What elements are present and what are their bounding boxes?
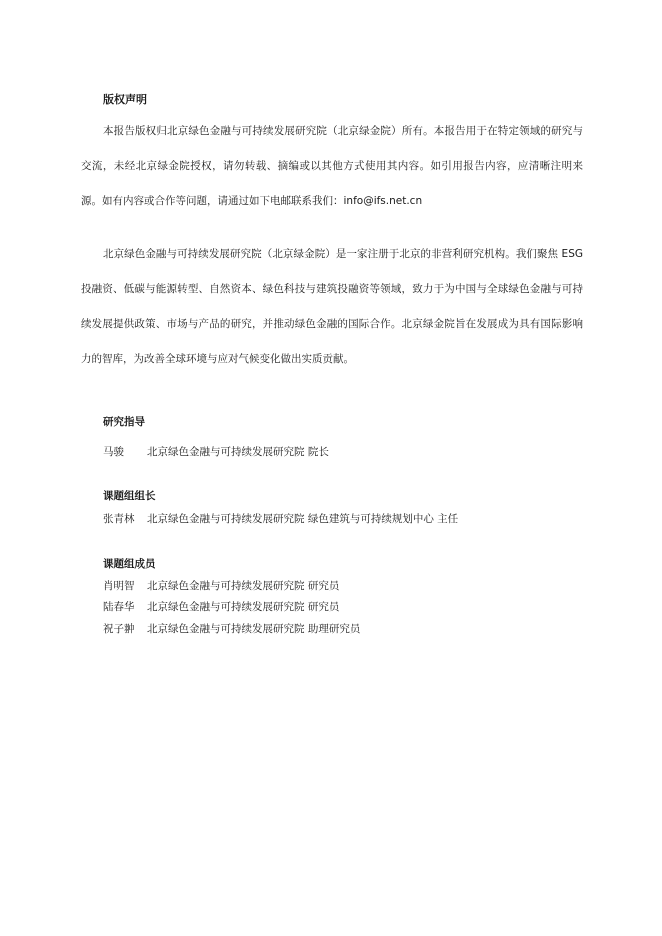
- copyright-heading: 版权声明: [103, 93, 147, 106]
- member-name: 肖明智: [103, 580, 135, 592]
- member-entry: [103, 444, 329, 459]
- team-section-title: 课题组成员: [103, 558, 156, 570]
- member-name: 张青林: [103, 513, 135, 525]
- leader-section-title: 课题组组长: [103, 490, 156, 502]
- member-entry: [103, 621, 360, 636]
- member-role: 北京绿色金融与可持续发展研究院 研究员: [147, 601, 340, 613]
- member-role: 北京绿色金融与可持续发展研究院 绿色建筑与可持续规划中心 主任: [147, 513, 459, 525]
- guidance-section-title: 研究指导: [103, 416, 145, 428]
- member-role: 北京绿色金融与可持续发展研究院 助理研究员: [147, 623, 361, 635]
- copyright-paragraph: 本报告版权归北京绿色金融与可持续发展研究院（北京绿金院）所有。本报告用于在特定领域的研究与交流，未经北京绿金院授权，请勿转载、摘编或以其他方式使用其内容。如引用报告内容，应清晰注明来源。如有内容或合作等问题，请通过如下电邮联系我们：info@ifs.net.cn: [81, 125, 583, 207]
- member-entry: [103, 578, 339, 593]
- member-role: 北京绿色金融与可持续发展研究院 研究员: [147, 580, 340, 592]
- member-entry: [103, 599, 339, 614]
- institute-description-paragraph: 北京绿色金融与可持续发展研究院（北京绿金院）是一家注册于北京的非营利研究机构。我们聚焦 ESG 投融资、低碳与能源转型、自然资本、绿色科技与建筑投融资等领域，致力于为中国与全球绿色金融与可持续发展提供政策、市场与产品的研究，并推动绿色金融的国际合作。北京绿金院旨在发展成为具有国际影响力的智库，为改善全球环境与应对气候变化做出实质贡献。: [81, 248, 583, 365]
- member-name: 马骏: [103, 446, 124, 458]
- member-name: 祝子翀: [103, 623, 135, 635]
- member-name: 陆春华: [103, 601, 135, 613]
- member-entry: [103, 511, 458, 526]
- member-role: 北京绿色金融与可持续发展研究院 院长: [147, 446, 329, 458]
